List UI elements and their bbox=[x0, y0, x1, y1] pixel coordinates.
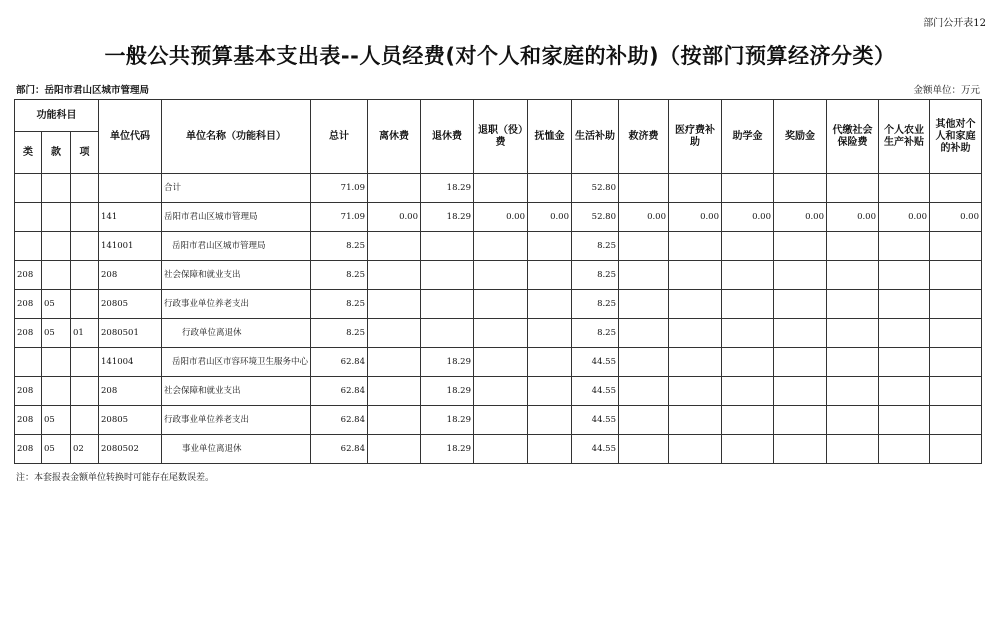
cell-value bbox=[368, 406, 421, 435]
cell-value bbox=[421, 290, 474, 319]
cell-value bbox=[774, 319, 827, 348]
cell-value bbox=[669, 290, 722, 319]
table-row bbox=[15, 290, 982, 319]
cell-value bbox=[774, 435, 827, 464]
cell-xiang bbox=[71, 203, 99, 232]
cell-value bbox=[722, 232, 774, 261]
cell-value bbox=[722, 174, 774, 203]
cell-value bbox=[669, 348, 722, 377]
cell-xiang bbox=[71, 290, 99, 319]
cell-value bbox=[722, 377, 774, 406]
cell-value: 18.29 bbox=[421, 406, 474, 435]
cell-kuan bbox=[42, 377, 71, 406]
cell-total: 8.25 bbox=[311, 261, 368, 290]
cell-total: 62.84 bbox=[311, 348, 368, 377]
cell-value: 18.29 bbox=[421, 377, 474, 406]
cell-value bbox=[879, 174, 930, 203]
cell-value: 18.29 bbox=[421, 203, 474, 232]
cell-value: 8.25 bbox=[572, 261, 619, 290]
cell-value bbox=[827, 232, 879, 261]
cell-code: 208 bbox=[99, 377, 162, 406]
cell-value bbox=[930, 174, 982, 203]
cell-value: 0.00 bbox=[368, 203, 421, 232]
cell-lei: 208 bbox=[15, 435, 42, 464]
cell-value: 44.55 bbox=[572, 435, 619, 464]
cell-total: 62.84 bbox=[311, 435, 368, 464]
cell-kuan: 05 bbox=[42, 319, 71, 348]
cell-value bbox=[722, 435, 774, 464]
cell-value bbox=[930, 348, 982, 377]
cell-value: 0.00 bbox=[827, 203, 879, 232]
cell-value bbox=[669, 435, 722, 464]
cell-value: 52.80 bbox=[572, 203, 619, 232]
cell-kuan bbox=[42, 232, 71, 261]
cell-lei: 208 bbox=[15, 377, 42, 406]
cell-kuan: 05 bbox=[42, 406, 71, 435]
cell-value: 8.25 bbox=[572, 290, 619, 319]
cell-value bbox=[528, 377, 572, 406]
cell-value: 8.25 bbox=[572, 319, 619, 348]
header-col: 个人农业生产补贴 bbox=[879, 100, 930, 174]
cell-code: 141004 bbox=[99, 348, 162, 377]
cell-value bbox=[722, 319, 774, 348]
cell-value bbox=[619, 435, 669, 464]
cell-kuan: 05 bbox=[42, 290, 71, 319]
cell-value bbox=[930, 377, 982, 406]
cell-lei bbox=[15, 232, 42, 261]
cell-code: 20805 bbox=[99, 290, 162, 319]
page-code: 部门公开表12 bbox=[923, 18, 986, 29]
cell-value bbox=[669, 261, 722, 290]
cell-value: 0.00 bbox=[619, 203, 669, 232]
cell-total: 62.84 bbox=[311, 377, 368, 406]
cell-value: 0.00 bbox=[474, 203, 528, 232]
cell-total: 8.25 bbox=[311, 319, 368, 348]
cell-lei bbox=[15, 203, 42, 232]
cell-value bbox=[827, 174, 879, 203]
cell-value bbox=[528, 174, 572, 203]
cell-value bbox=[368, 261, 421, 290]
cell-total: 62.84 bbox=[311, 406, 368, 435]
header-col: 代缴社会保险费 bbox=[827, 100, 879, 174]
cell-total: 71.09 bbox=[311, 174, 368, 203]
cell-value bbox=[474, 435, 528, 464]
cell-code: 208 bbox=[99, 261, 162, 290]
cell-value bbox=[930, 319, 982, 348]
cell-value: 18.29 bbox=[421, 435, 474, 464]
header-col: 奖励金 bbox=[774, 100, 827, 174]
cell-value bbox=[879, 406, 930, 435]
cell-lei: 208 bbox=[15, 319, 42, 348]
cell-value bbox=[930, 261, 982, 290]
table-row bbox=[15, 435, 982, 464]
cell-name: 行政单位离退休 bbox=[162, 319, 311, 348]
cell-name: 社会保障和就业支出 bbox=[162, 261, 311, 290]
cell-value bbox=[879, 261, 930, 290]
cell-value bbox=[368, 232, 421, 261]
cell-value bbox=[669, 174, 722, 203]
cell-xiang: 01 bbox=[71, 319, 99, 348]
cell-value bbox=[774, 406, 827, 435]
cell-value bbox=[827, 319, 879, 348]
cell-value bbox=[528, 290, 572, 319]
cell-value bbox=[528, 435, 572, 464]
cell-value bbox=[368, 377, 421, 406]
cell-value bbox=[827, 435, 879, 464]
cell-code: 2080502 bbox=[99, 435, 162, 464]
cell-value bbox=[774, 261, 827, 290]
cell-value bbox=[619, 348, 669, 377]
cell-value bbox=[619, 406, 669, 435]
cell-value bbox=[827, 348, 879, 377]
cell-value bbox=[619, 377, 669, 406]
cell-kuan bbox=[42, 203, 71, 232]
cell-value bbox=[827, 290, 879, 319]
header-unit-name: 单位名称（功能科目） bbox=[162, 100, 311, 174]
cell-value bbox=[722, 290, 774, 319]
cell-value bbox=[930, 232, 982, 261]
cell-value bbox=[474, 319, 528, 348]
table-row bbox=[15, 261, 982, 290]
cell-value bbox=[879, 232, 930, 261]
cell-value bbox=[619, 261, 669, 290]
cell-value bbox=[619, 174, 669, 203]
header-lei: 类 bbox=[15, 132, 42, 174]
cell-xiang: 02 bbox=[71, 435, 99, 464]
cell-value bbox=[879, 348, 930, 377]
header-col: 救济费 bbox=[619, 100, 669, 174]
cell-value: 44.55 bbox=[572, 406, 619, 435]
cell-value bbox=[774, 377, 827, 406]
cell-value bbox=[879, 319, 930, 348]
cell-value bbox=[474, 377, 528, 406]
cell-value bbox=[669, 406, 722, 435]
header-col: 生活补助 bbox=[572, 100, 619, 174]
cell-value bbox=[474, 348, 528, 377]
cell-value bbox=[368, 174, 421, 203]
table-row bbox=[15, 232, 982, 261]
amount-unit-label: 金额单位：万元 bbox=[913, 85, 980, 96]
cell-code: 20805 bbox=[99, 406, 162, 435]
cell-value bbox=[474, 232, 528, 261]
header-kuan: 款 bbox=[42, 132, 71, 174]
cell-value bbox=[879, 435, 930, 464]
header-col: 退休费 bbox=[421, 100, 474, 174]
cell-value bbox=[421, 319, 474, 348]
cell-value bbox=[930, 406, 982, 435]
cell-value bbox=[368, 435, 421, 464]
cell-value bbox=[774, 232, 827, 261]
header-total: 总计 bbox=[311, 100, 368, 174]
header-col: 退职（役）费 bbox=[474, 100, 528, 174]
cell-value: 44.55 bbox=[572, 348, 619, 377]
cell-name: 岳阳市君山区城市管理局 bbox=[162, 232, 311, 261]
cell-value bbox=[722, 406, 774, 435]
cell-name: 行政事业单位养老支出 bbox=[162, 406, 311, 435]
cell-value: 0.00 bbox=[774, 203, 827, 232]
cell-value: 44.55 bbox=[572, 377, 619, 406]
cell-value bbox=[930, 290, 982, 319]
cell-value: 18.29 bbox=[421, 348, 474, 377]
cell-code: 141001 bbox=[99, 232, 162, 261]
header-func-subject: 功能科目 bbox=[15, 100, 99, 132]
cell-value bbox=[669, 232, 722, 261]
header-xiang: 项 bbox=[71, 132, 99, 174]
cell-kuan bbox=[42, 348, 71, 377]
table-row bbox=[15, 377, 982, 406]
table-row bbox=[15, 406, 982, 435]
cell-value bbox=[474, 290, 528, 319]
cell-value bbox=[774, 174, 827, 203]
cell-xiang bbox=[71, 174, 99, 203]
cell-value bbox=[722, 261, 774, 290]
cell-lei bbox=[15, 348, 42, 377]
cell-xiang bbox=[71, 261, 99, 290]
cell-name: 社会保障和就业支出 bbox=[162, 377, 311, 406]
cell-value bbox=[528, 261, 572, 290]
cell-value bbox=[528, 406, 572, 435]
cell-value: 52.80 bbox=[572, 174, 619, 203]
cell-value bbox=[722, 348, 774, 377]
cell-value bbox=[619, 319, 669, 348]
table-row bbox=[15, 319, 982, 348]
cell-value bbox=[827, 377, 879, 406]
table-row bbox=[15, 174, 982, 203]
cell-value bbox=[930, 435, 982, 464]
header-col: 其他对个人和家庭的补助 bbox=[930, 100, 982, 174]
cell-value bbox=[421, 232, 474, 261]
cell-value: 0.00 bbox=[528, 203, 572, 232]
cell-name: 合计 bbox=[162, 174, 311, 203]
cell-name: 岳阳市君山区市容环境卫生服务中心 bbox=[162, 348, 311, 377]
cell-value: 18.29 bbox=[421, 174, 474, 203]
cell-value bbox=[474, 261, 528, 290]
cell-kuan: 05 bbox=[42, 435, 71, 464]
cell-total: 71.09 bbox=[311, 203, 368, 232]
header-col: 助学金 bbox=[722, 100, 774, 174]
cell-xiang bbox=[71, 377, 99, 406]
header-unit-code: 单位代码 bbox=[99, 100, 162, 174]
cell-value bbox=[368, 319, 421, 348]
cell-value: 0.00 bbox=[669, 203, 722, 232]
cell-xiang bbox=[71, 406, 99, 435]
cell-value bbox=[528, 348, 572, 377]
cell-value: 8.25 bbox=[572, 232, 619, 261]
cell-value bbox=[619, 290, 669, 319]
expenditure-table bbox=[14, 99, 982, 464]
cell-code bbox=[99, 174, 162, 203]
department-label: 部门：岳阳市君山区城市管理局 bbox=[16, 85, 150, 96]
cell-value: 0.00 bbox=[930, 203, 982, 232]
cell-value bbox=[669, 319, 722, 348]
cell-kuan bbox=[42, 174, 71, 203]
cell-name: 岳阳市君山区城市管理局 bbox=[162, 203, 311, 232]
cell-value bbox=[474, 174, 528, 203]
footnote: 注：本套报表金额单位转换时可能存在尾数误差。 bbox=[16, 473, 215, 483]
cell-value bbox=[669, 377, 722, 406]
cell-lei: 208 bbox=[15, 261, 42, 290]
table-row bbox=[15, 203, 982, 232]
cell-value bbox=[368, 290, 421, 319]
cell-code: 2080501 bbox=[99, 319, 162, 348]
cell-xiang bbox=[71, 348, 99, 377]
page-title: 一般公共预算基本支出表--人员经费(对个人和家庭的补助)（按部门预算经济分类） bbox=[104, 44, 896, 68]
cell-value bbox=[421, 261, 474, 290]
header-col: 医疗费补助 bbox=[669, 100, 722, 174]
cell-value bbox=[774, 290, 827, 319]
cell-value bbox=[879, 290, 930, 319]
cell-lei: 208 bbox=[15, 290, 42, 319]
cell-value bbox=[528, 319, 572, 348]
cell-value bbox=[528, 232, 572, 261]
cell-total: 8.25 bbox=[311, 290, 368, 319]
cell-code: 141 bbox=[99, 203, 162, 232]
cell-value bbox=[474, 406, 528, 435]
cell-value bbox=[774, 348, 827, 377]
cell-xiang bbox=[71, 232, 99, 261]
cell-value bbox=[368, 348, 421, 377]
cell-value bbox=[827, 406, 879, 435]
cell-kuan bbox=[42, 261, 71, 290]
cell-name: 行政事业单位养老支出 bbox=[162, 290, 311, 319]
cell-total: 8.25 bbox=[311, 232, 368, 261]
cell-value bbox=[879, 377, 930, 406]
cell-value bbox=[827, 261, 879, 290]
header-col: 抚恤金 bbox=[528, 100, 572, 174]
cell-value: 0.00 bbox=[722, 203, 774, 232]
cell-value bbox=[619, 232, 669, 261]
table-row bbox=[15, 348, 982, 377]
header-col: 离休费 bbox=[368, 100, 421, 174]
cell-lei: 208 bbox=[15, 406, 42, 435]
cell-name: 事业单位离退休 bbox=[162, 435, 311, 464]
cell-value: 0.00 bbox=[879, 203, 930, 232]
cell-lei bbox=[15, 174, 42, 203]
